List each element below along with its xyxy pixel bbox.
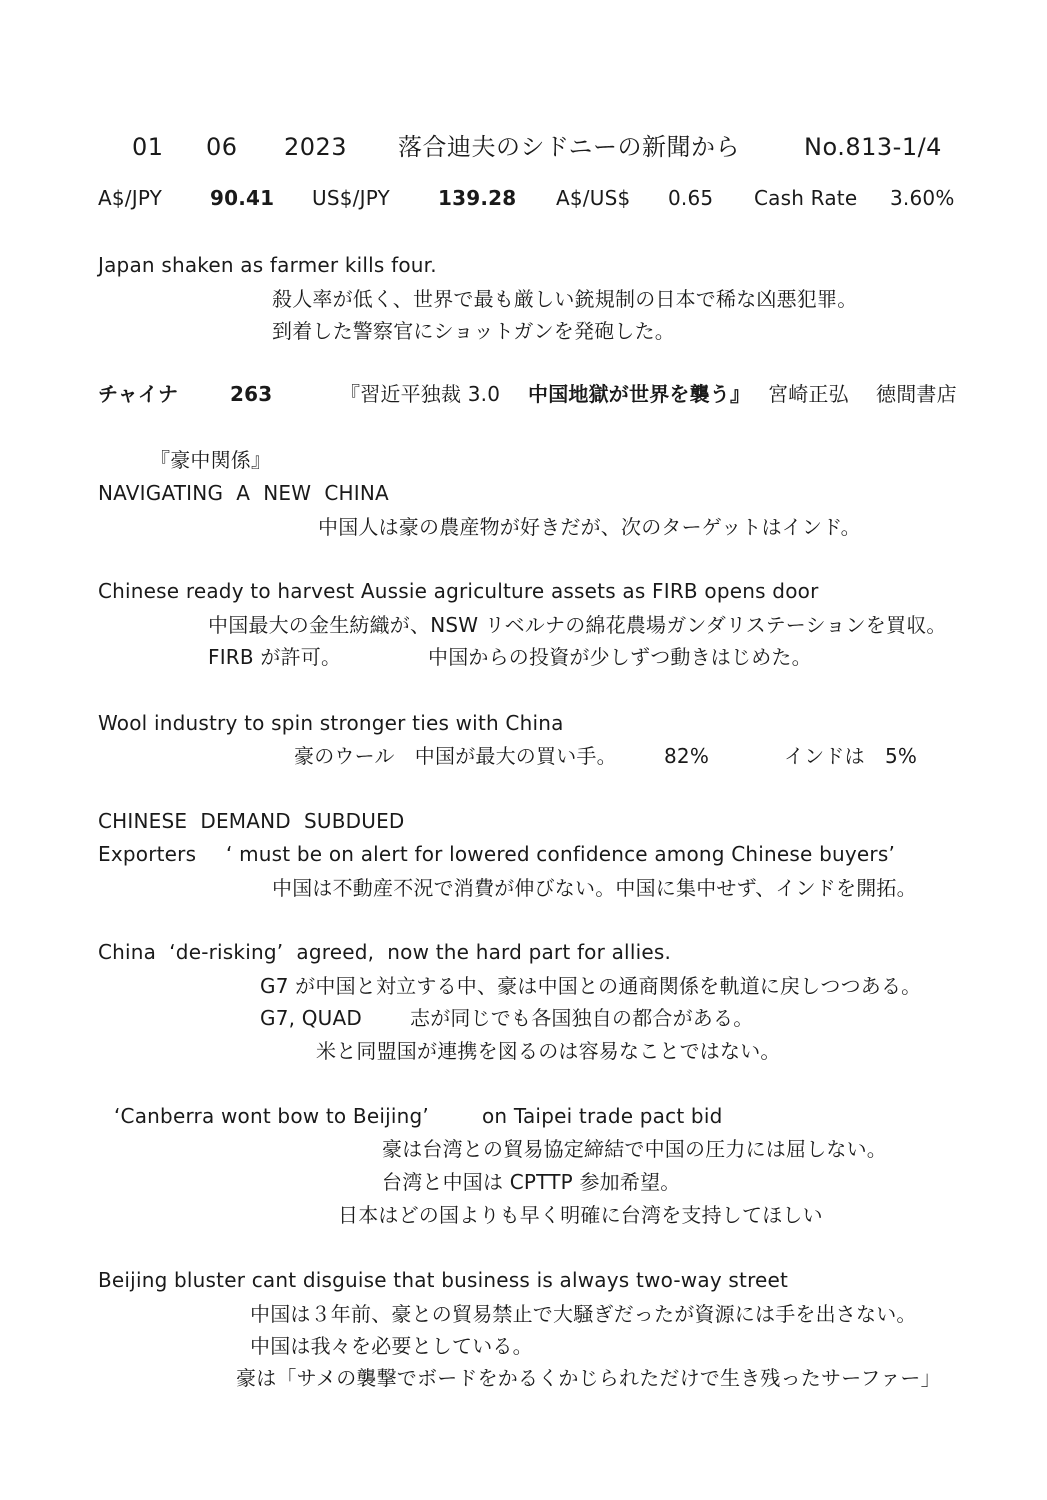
headline-canberra-b: on Taipei trade pact bid (482, 1104, 723, 1128)
rate-aud-jpy-label: A$/JPY (98, 186, 163, 210)
canberra-line-3: 日本はどの国よりも早く明確に台湾を支持してほしい (338, 1203, 823, 1227)
rate-aud-usd-value: 0.65 (668, 186, 714, 210)
headline-japan: Japan shaken as farmer kills four. (98, 253, 437, 277)
section-aus-china: 『豪中関係』 (150, 448, 272, 472)
rate-aud-usd-label: A$/US$ (556, 186, 631, 210)
headline-beijing: Beijing bluster cant disguise that business is always two-way street (98, 1268, 789, 1292)
japan-line-1: 殺人率が低く、世界で最も厳しい銃規制の日本で稀な凶悪犯罪。 (272, 287, 858, 311)
rate-usd-jpy-label: US$/JPY (312, 186, 390, 210)
canberra-line-1: 豪は台湾との貿易協定締結で中国の圧力には屈しない。 (382, 1137, 887, 1161)
derisking-line-2a: G7, QUAD (260, 1006, 363, 1030)
demand-sub-b: ‘ must be on alert for lowered confidence among Chinese buyers’ (226, 842, 896, 866)
china-number: 263 (230, 382, 273, 406)
date-year: 2023 (284, 133, 348, 161)
demand-sub-a: Exporters (98, 842, 197, 866)
headline-firb: Chinese ready to harvest Aussie agriculture assets as FIRB opens door (98, 579, 819, 603)
headline-canberra-a: ‘Canberra wont bow to Beijing’ (114, 1104, 429, 1128)
book-title-open: 『習近平独裁 3.0 (340, 382, 501, 406)
headline-wool: Wool industry to spin stronger ties with China (98, 711, 564, 735)
demand-line-1: 中国は不動産不況で消費が伸びない。中国に集中せず、インドを開拓。 (272, 876, 917, 900)
wool-line-b: 82% (664, 744, 710, 768)
headline-derisking: China ‘de-risking’ agreed, now the hard part for allies. (98, 940, 672, 964)
rate-usd-jpy-value: 139.28 (438, 186, 517, 210)
book-author: 宮崎正弘 (768, 382, 849, 406)
derisking-line-3: 米と同盟国が連携を図るのは容易なことではない。 (316, 1039, 781, 1063)
beijing-line-1: 中国は３年前、豪との貿易禁止で大騒ぎだったが資源には手を出さない。 (250, 1302, 917, 1326)
derisking-line-2b: 志が同じでも各国独自の都合がある。 (410, 1006, 754, 1030)
book-publisher: 徳間書店 (876, 382, 957, 406)
wool-line-a: 豪のウール 中国が最大の買い手。 (294, 744, 617, 768)
cash-rate-value: 3.60% (890, 186, 955, 210)
book-title-bold: 中国地獄が世界を襲う』 (528, 382, 751, 406)
china-label: チャイナ (98, 382, 179, 406)
date-day: 01 (132, 133, 164, 161)
rate-aud-jpy-value: 90.41 (210, 186, 275, 210)
headline-demand: CHINESE DEMAND SUBDUED (98, 809, 405, 833)
headline-navigating: NAVIGATING A NEW CHINA (98, 481, 389, 505)
derisking-line-1: G7 が中国と対立する中、豪は中国との通商関係を軌道に戻しつつある。 (260, 974, 922, 998)
firb-line-2a: FIRB が許可。 (208, 645, 342, 669)
beijing-line-3: 豪は「サメの襲撃でボードをかるくかじられただけで生き残ったサーファー」 (236, 1366, 941, 1390)
firb-line-1: 中国最大の金生紡織が、NSW リベルナの綿花農場ガンダリステーションを買収。 (208, 613, 947, 637)
canberra-line-2: 台湾と中国は CPTTP 参加希望。 (382, 1170, 681, 1194)
firb-line-2b: 中国からの投資が少しずつ動きはじめた。 (428, 645, 812, 669)
wool-line-c: インドは 5% (784, 744, 918, 768)
issue-number: No.813-1/4 (804, 133, 942, 161)
beijing-line-2: 中国は我々を必要としている。 (250, 1334, 533, 1358)
date-month: 06 (206, 133, 238, 161)
japan-line-2: 到着した警察官にショットガンを発砲した。 (272, 319, 675, 343)
navigating-line-1: 中国人は豪の農産物が好きだが、次のターゲットはインド。 (318, 515, 861, 539)
page-title: 落合迪夫のシドニーの新聞から (398, 133, 741, 161)
cash-rate-label: Cash Rate (754, 186, 858, 210)
